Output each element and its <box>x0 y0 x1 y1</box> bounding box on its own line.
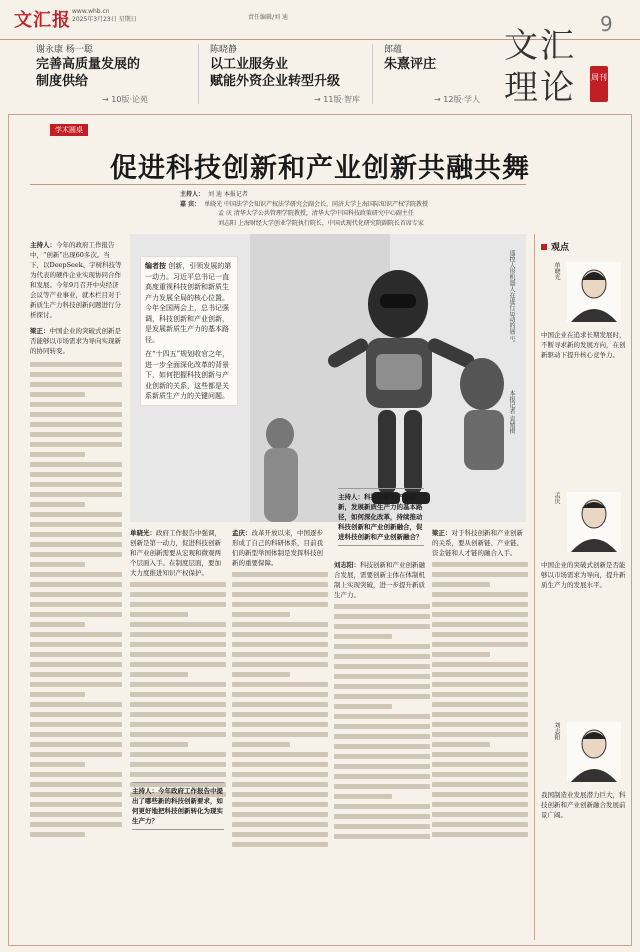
portrait-avatar <box>567 492 621 552</box>
teaser-ref[interactable]: → 11版·智库 <box>314 95 360 104</box>
opinion-item <box>541 262 627 482</box>
bylines <box>180 190 428 228</box>
teaser-title: 朱熹评庄 <box>384 57 437 72</box>
masthead-meta <box>72 8 137 24</box>
byline-row: 嘉 宾： 单晓光 中国法学会知识产权法学研究会副会长，同济大学上海国际知识产权学院教授 <box>180 200 429 208</box>
site-url: www.whb.cn <box>72 8 110 15</box>
page-number: 9 <box>600 12 613 36</box>
editors-note-body-2: 在“十四五”规划收官之年，进一步全面深化改革的背景下，如何把握科技创新与产业创新的关系，这些都是关系新质生产力的关键问题。 <box>145 350 230 400</box>
teaser-title: 完善高质量发展的 制度供给 <box>36 57 141 89</box>
teaser-ref[interactable]: → 10版·论苑 <box>102 95 148 104</box>
opinion-sidebar <box>534 234 628 940</box>
editor-credit: 责任编辑/刘 迪 <box>248 14 288 21</box>
body-column <box>334 560 430 940</box>
pull-quote: 主持人：今年政府工作报告中提出了哪些新的科技创新要求，如何更好地把科技创新转化为现实生产力？ <box>132 782 224 830</box>
teaser-3[interactable] <box>384 42 480 110</box>
teaser-ref[interactable]: → 12版·学人 <box>434 95 480 104</box>
body-column <box>232 528 328 940</box>
paragraph: 梁正：对于科技创新和产业创新的关系，要从创新链、产业链、资金链和人才链的融合入手。 <box>432 529 523 557</box>
opinion-item <box>541 722 627 936</box>
teaser-title: 以工业服务业 赋能外资企业转型升级 <box>210 57 341 89</box>
page-title: 促进科技创新和产业创新共融共舞 <box>110 153 530 184</box>
issue-date: 2025年3月23日 星期日 <box>72 16 137 23</box>
teaser-1[interactable] <box>36 42 148 110</box>
photo-credit: 本报记者 袁婧摄 <box>508 390 515 434</box>
teaser-divider <box>198 44 199 104</box>
brand-line-2: 理论 <box>504 68 576 108</box>
opinion-name: 刘志阳 <box>553 722 560 740</box>
section-tag: 学术圆桌 <box>50 124 88 136</box>
teaser-2[interactable] <box>210 42 360 110</box>
pull-quote: 主持人：科技创新和产业创新，发展新质生产力的基本路径，如何深化改革，持续推动科技创新和产业创新融合，促进科技创新和产业创新融合？ <box>338 488 424 546</box>
photo-caption: 遥控人形机器人在进行运动的展示。 <box>508 250 515 346</box>
byline-row: 刘志阳 上海财经大学创业学院执行院长，中国式现代化研究院副院长首席专家 <box>218 219 424 227</box>
divider <box>30 184 526 185</box>
brand-line-1: 文汇 <box>504 26 576 66</box>
intro-column <box>30 240 122 940</box>
opinion-item <box>541 492 627 712</box>
body-column <box>130 528 226 940</box>
sidebar-label: 观点 <box>541 240 569 253</box>
paragraph: 刘志阳：科技创新和产业创新融合发展，需要创新主体在体制机制上实现突破，进一步提升新质生产力。 <box>334 561 425 599</box>
opinion-name: 孟庆 <box>553 492 560 504</box>
editors-note-body: 编者按 创新，引领发展的第一动力。习近平总书记一直高度重视科技创新和新质生产力发展全局的核心位置。今年全国两会上，总书记强调，科技创新和产业创新，是发展新质生产力的基本路径。 <box>145 261 232 344</box>
section-brand <box>498 16 630 108</box>
opinion-name: 单晓光 <box>553 262 560 280</box>
teaser-authors: 谢永康 杨一聪 <box>36 45 93 55</box>
opinion-quote: 中国企业的突破式创新是否能够以市场需求为导向，提升新质生产力的发展水平。 <box>541 561 626 589</box>
teaser-divider <box>372 44 373 104</box>
opinion-quote: 中国企业在追求长期发展时，不断寻求新的发展方向，在创新驱动下提升核心竞争力。 <box>541 331 626 359</box>
portrait-avatar <box>567 722 621 782</box>
teaser-authors: 陈晓静 <box>210 45 238 55</box>
portrait-avatar <box>567 262 621 322</box>
opinion-quote: 我国制造业发展潜力巨大，科技创新和产业创新融合发展前景广阔。 <box>541 791 626 819</box>
weekly-badge: 周刊 <box>590 66 608 102</box>
paragraph: 单晓光：政府工作报告中强调，创新是第一动力，促进科技创新和产业创新需要从宏观和微观两个层面入手。在制度层面，要加大力度推进知识产权保护。 <box>130 529 221 577</box>
host-intro: 主持人：今年的政府工作报告中，“创新”出现60多次。当下，以DeepSeek、宇树科技等为代表的硬件企业实现协同合作和发展。今年9月召开中央经济会议等产业事业，就本栏目对于新质生产力科技创新问题进行分析探讨。 <box>30 241 122 319</box>
body-column <box>432 528 528 940</box>
newspaper-logo: 文汇报 <box>14 10 71 31</box>
byline-row: 孟 庆 清华大学公共管理学院教授，清华大学中国科技政策研究中心副主任 <box>218 210 414 217</box>
paragraph: 孟庆：改革开放以来，中国逐步形成了自己的科研体系，目前我们的新型举国体制是发挥科技创新的重要保障。 <box>232 529 323 567</box>
byline-row: 主持人： 刘 迪 本报记者 <box>180 191 248 198</box>
teaser-authors: 郎蕴 <box>384 45 403 55</box>
editors-note <box>140 256 238 406</box>
speaker-paragraph: 梁正：中国企业的突破式创新是否能够以市场需求为导向实现新的协同转变。 <box>30 327 121 355</box>
